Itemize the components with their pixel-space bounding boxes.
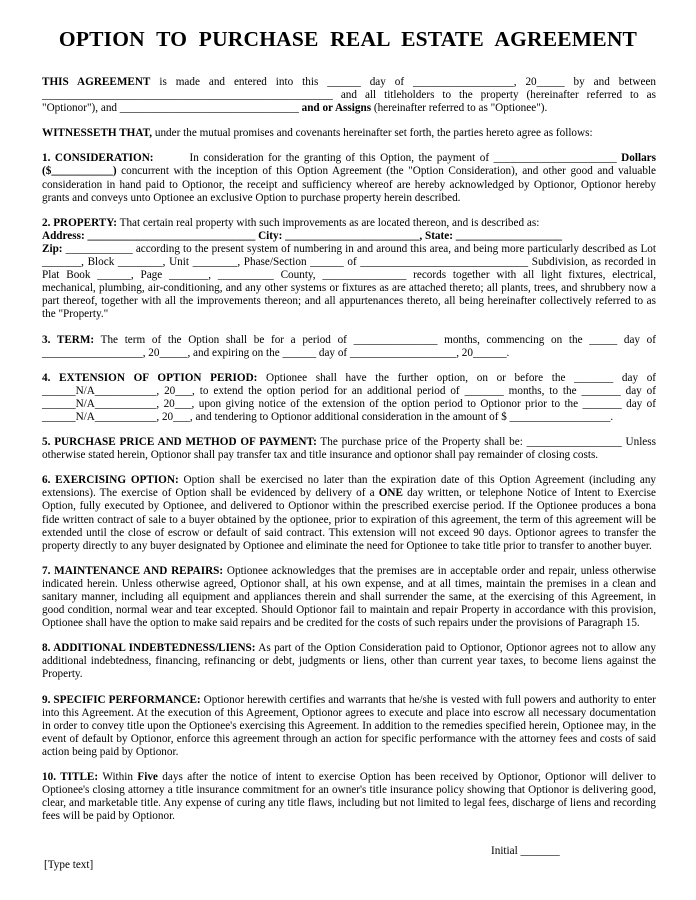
section-6-exercising-option (42, 474, 656, 553)
section-1-dollars: Dollars ($___________) (42, 152, 656, 178)
section-3-term (42, 334, 656, 360)
witnesseth-text: under the mutual promises and covenants hereinafter set forth, the parties hereto agree as follows: (152, 127, 593, 140)
intro-text-1: is made and entered into this ______ day of __________________, 20_____ by and between ____________________________________________________ and all titleholders to the property (hereinafter referred to as "Optionor"), and ________________________________ (42, 76, 657, 115)
section-4-text: Optionee shall have the further option, on or before the _______ day of ______N/A___________, 20___, to extend the option period for an additional period of _______ months, to the _______ day of ______N/A___________, 20___, upon giving notice of the extension of the option period to Optionor prior to the _______ day of ______N/A___________, 20___, and tendering to Optionor additional consideration in the amount of $ __________________. (42, 371, 657, 423)
section-6-heading: 6. EXERCISING OPTION: (42, 474, 179, 487)
section-3-heading: 3. TERM: (42, 333, 95, 346)
intro-or-assigns: and or Assigns (298, 102, 372, 115)
section-4-extension (42, 372, 656, 424)
section-8-text: As part of the Option Consideration paid to Optionor, Optionor agrees not to allow any additional indebtedness, financing, refinancing or debt, judgments or liens, other than current year taxes, to become liens against the Property. (42, 642, 656, 681)
section-6-text-2: day written, or telephone Notice of Intent to Exercise Option, fully executed by Optionee, and delivered to Optionor within the prescribed exercise period. If the Optionee produces a bona fide written contract of sale to a buyer obtained by the optionee, prior to expiration of this agreement, the term of this agreement will be extended until the close of escrow or default of said contract. This extension will not exceed 90 days. Optionor agrees to transfer the property directly to any buyer designated by Optionee and eliminate the need for Optionee to take title prior to transfer to another buyer. (42, 487, 656, 552)
section-2-city: City: ________________________ (255, 229, 420, 242)
section-2-heading: 2. PROPERTY: (42, 216, 118, 229)
section-9-specific-performance (42, 694, 656, 759)
section-1-consideration (42, 152, 656, 204)
intro-text-2: (hereinafter referred to as "Optionee"). (371, 102, 548, 115)
section-10-five: Five (137, 771, 158, 784)
document-body (42, 76, 656, 835)
document-title: OPTION TO PURCHASE REAL ESTATE AGREEMENT (58, 27, 638, 51)
section-2-text-1: That certain real property with such improvements as are located thereon, and is described as: (117, 216, 540, 229)
section-2-zip: Zip: (42, 242, 63, 255)
section-10-heading: 10. TITLE: (42, 771, 99, 784)
section-2-address: Address: ______________________________ (42, 229, 256, 242)
intro-lead: THIS AGREEMENT (42, 76, 151, 88)
section-6-text-1: Option shall be exercised no later than the expiration date of this Option Agreement (including any extensions). The exercise of Option shall be evidenced by delivery of a (42, 474, 657, 500)
section-5-purchase-price (42, 436, 656, 462)
section-8-liens (42, 642, 656, 681)
section-10-text-2: days after the notice of intent to exercise Option has been received by Optionor, Optionor will deliver to Optionee's closing attorney a title insurance commitment for an owner's title insurance policy showing that Optionor is delivering good, clear, and marketable title. Any expense of curing any title flaws, including but not limited to legal fees, discharge of liens and recording fees will be paid by Optionor. (42, 771, 656, 823)
intro-paragraph (42, 76, 656, 115)
section-2-text-2: ____________ according to the present system of numbering in and around this area, and being more particularly described as Lot _______, Block ________, Unit ________, Phase/Section ______ of ______________________________ Subdivision, as recorded in Plat Book ______, Page _______, __________ County, _______________ records together with all light fixtures, electrical, mechanical, plumbing, air-conditioning, and any other systems or fixtures as are attached thereto; all plants, trees, and shrubbery now a part thereof, together with all the improvements thereon; and all appurtenances thereto, all being hereinafter collectively referred to as the "Property." (42, 242, 656, 321)
witnesseth-paragraph (42, 127, 656, 140)
section-7-maintenance (42, 565, 656, 630)
section-1-text-1: In consideration for the granting of this Option, the payment of ______________________ (189, 152, 617, 165)
section-1-heading: 1. CONSIDERATION: (42, 152, 154, 165)
section-2-property (42, 217, 656, 322)
section-10-text-1: Within (98, 771, 138, 784)
footer-placeholder: [Type text] (44, 859, 94, 871)
section-3-text: The term of the Option shall be for a period of _______________ months, commencing on the _____ day of __________________, 20_____, and expiring on the ______ day of ___________________, 20______. (42, 333, 656, 359)
section-5-text: The purchase price of the Property shall be: _________________ Unless otherwise stated herein, Optionor shall pay transfer tax and title insurance and optionor shall pay remainder of closing costs. (42, 436, 656, 462)
section-2-state: , State: ___________________ (419, 229, 563, 242)
initial-field[interactable]: Initial _______ (491, 845, 560, 857)
section-7-heading: 7. MAINTENANCE AND REPAIRS: (42, 564, 224, 577)
section-8-heading: 8. ADDITIONAL INDEBTEDNESS/LIENS: (42, 642, 256, 655)
section-6-one: ONE (378, 487, 403, 500)
section-4-heading: 4. EXTENSION OF OPTION PERIOD: (42, 371, 258, 384)
section-10-title (42, 771, 656, 823)
section-9-heading: 9. SPECIFIC PERFORMANCE: (42, 693, 201, 706)
section-5-heading: 5. PURCHASE PRICE AND METHOD OF PAYMENT: (42, 436, 317, 449)
section-1-text-2: concurrent with the inception of this Option Agreement (the "Option Consideration), and other good and valuable consideration in hand paid to Optionor, the receipt and sufficiency whereof are hereby acknowledged by Optionor, Optionor hereby grants and conveys unto Optionee an exclusive Option to purchase property herein described. (42, 165, 656, 204)
section-7-text: Optionee acknowledges that the premises are in acceptable order and repair, unless otherwise indicated herein. Unless otherwise agreed, Optionor shall, at his own expense, and at all times, maintain the premises in a clean and sanitary manner, including all equipment and appliances therein and shall surrender the same, at the exercising of this Agreement, in good condition, normal wear and tear excepted. Should Optionor fail to maintain and repair Property in accordance with this provision, Optionee shall have the option to make said repairs and be credited for the costs of such repairs under the provisions of Paragraph 15. (42, 564, 656, 630)
section-9-text: Optionor herewith certifies and warrants that he/she is vested with full powers and authority to enter into this Agreement. At the execution of this Agreement, Optionor agrees to execute and place into escrow all necessary documentation in order to convey title upon the Optionee's exercising this Agreement. In addition to the remedies specified herein, Optionee may, in the event of default by Optionor, enforce this agreement through an action for specific performance with the attorney fees and costs of said action being paid by Optionor. (42, 693, 656, 758)
witnesseth-lead: WITNESSETH THAT, (42, 127, 153, 140)
